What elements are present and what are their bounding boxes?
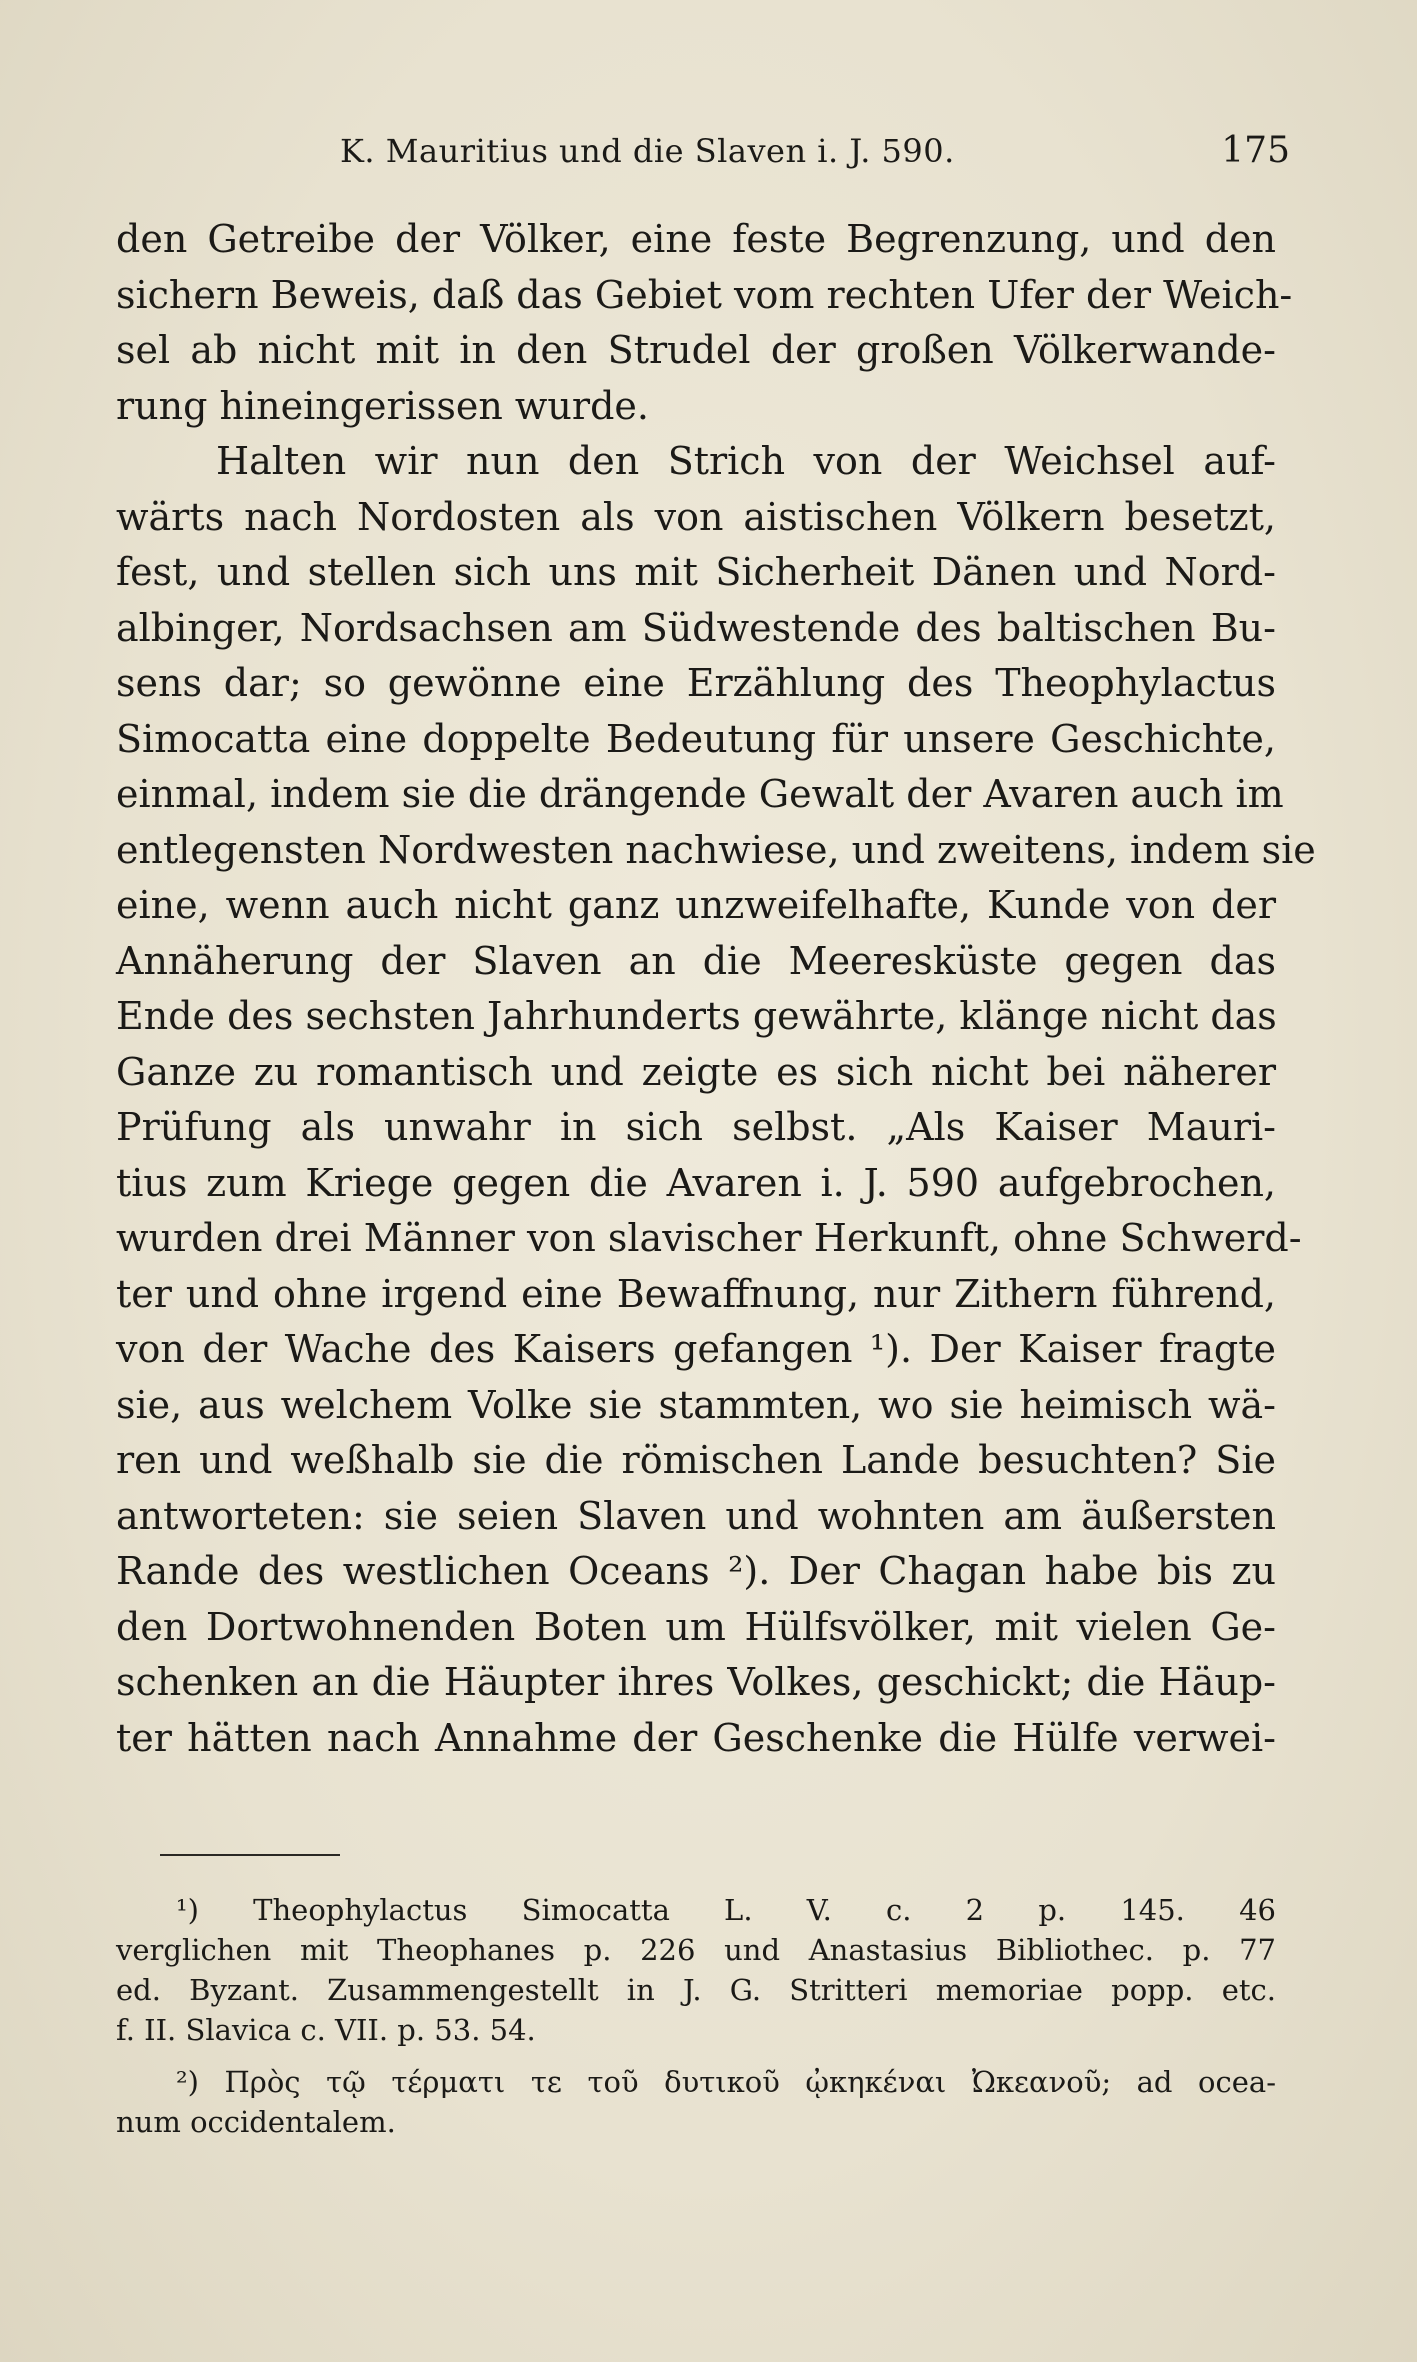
text-line: den Dortwohnenden Boten um Hülfsvölker, mit vielen Ge- <box>116 1604 1276 1649</box>
text-line: Prüfung als unwahr in sich selbst. „Als Kaiser Mauri- <box>116 1105 1276 1149</box>
text-line: Simocatta eine doppelte Bedeutung für unsere Geschichte, <box>116 716 1276 761</box>
text-line: entlegensten Nordwesten nachwiese, und zweitens, indem sie <box>116 827 1316 872</box>
text-line: Ende des sechsten Jahrhunderts gewährte, klänge nicht das <box>116 994 1277 1038</box>
text-line: von der Wache des Kaisers gefangen ¹). Der Kaiser fragte <box>116 1327 1276 1371</box>
text-line: Annäherung der Slaven an die Meeresküste gegen das <box>116 938 1276 983</box>
text-line: rung hineingerissen wurde. <box>116 383 649 428</box>
text-line: sie, aus welchem Volke sie stammten, wo sie heimisch wä- <box>116 1382 1276 1427</box>
running-head <box>340 132 1290 182</box>
footnotes <box>116 1890 1276 2142</box>
text-line: ren und weßhalb sie die römischen Lande besuchten? Sie <box>116 1438 1276 1482</box>
text-line: Rande des westlichen Oceans ²). Der Chagan habe bis zu <box>116 1549 1276 1593</box>
footnote-2-line: ²) Πρὸς τῷ τέρματι τε τοῦ δυτικοῦ ᾠκηκέναι Ὠκεανοῦ; ad ocea- <box>176 2065 1276 2099</box>
footnote-1-line: ed. Byzant. Zusammengestellt in J. G. Stritteri memoriae popp. etc. <box>116 1973 1276 2007</box>
text-line: fest, und stellen sich uns mit Sicherheit Dänen und Nord- <box>116 550 1276 594</box>
text-line: Halten wir nun den Strich von der Weichsel auf- <box>216 439 1276 483</box>
footnote-1-line: verglichen mit Theophanes p. 226 und Anastasius Bibliothec. p. 77 <box>116 1933 1276 1967</box>
text-line: antworteten: sie seien Slaven und wohnten am äußersten <box>116 1493 1276 1538</box>
running-title: K. Mauritius und die Slaven i. J. 590. <box>340 132 955 170</box>
text-line: schenken an die Häupter ihres Volkes, geschickt; die Häup- <box>116 1660 1276 1704</box>
text-line: den Getreibe der Völker, eine feste Begrenzung, und den <box>116 217 1276 261</box>
footnote-1-line: ¹) Theophylactus Simocatta L. V. c. 2 p. 145. 46 <box>176 1893 1276 1927</box>
text-line: sel ab nicht mit in den Strudel der großen Völkerwande- <box>116 328 1276 372</box>
footnote-rule <box>160 1854 340 1856</box>
footnote-1-line: f. II. Slavica c. VII. p. 53. 54. <box>116 2013 536 2047</box>
text-line: einmal, indem sie die drängende Gewalt der Avaren auch im <box>116 772 1284 816</box>
body-text <box>116 212 1316 1766</box>
text-line: wurden drei Männer von slavischer Herkunft, ohne Schwerd- <box>116 1216 1302 1260</box>
footnote-2-line: num occidentalem. <box>116 2105 396 2139</box>
text-line: sens dar; so gewönne eine Erzählung des Theophylactus <box>116 661 1276 705</box>
text-line: eine, wenn auch nicht ganz unzweifelhafte, Kunde von der <box>116 883 1276 927</box>
text-line: ter und ohne irgend eine Bewaffnung, nur Zithern führend, <box>116 1271 1276 1316</box>
text-line: tius zum Kriege gegen die Avaren i. J. 590 aufgebrochen, <box>116 1160 1276 1205</box>
text-line: Ganze zu romantisch und zeigte es sich nicht bei näherer <box>116 1049 1276 1094</box>
text-line: wärts nach Nordosten als von aistischen Völkern besetzt, <box>116 494 1276 539</box>
text-line: sichern Beweis, daß das Gebiet vom rechten Ufer der Weich- <box>116 272 1293 317</box>
page-number: 175 <box>1221 130 1290 171</box>
text-line: albinger, Nordsachsen am Südwestende des baltischen Bu- <box>116 605 1276 650</box>
text-line: ter hätten nach Annahme der Geschenke die Hülfe verwei- <box>116 1715 1276 1760</box>
